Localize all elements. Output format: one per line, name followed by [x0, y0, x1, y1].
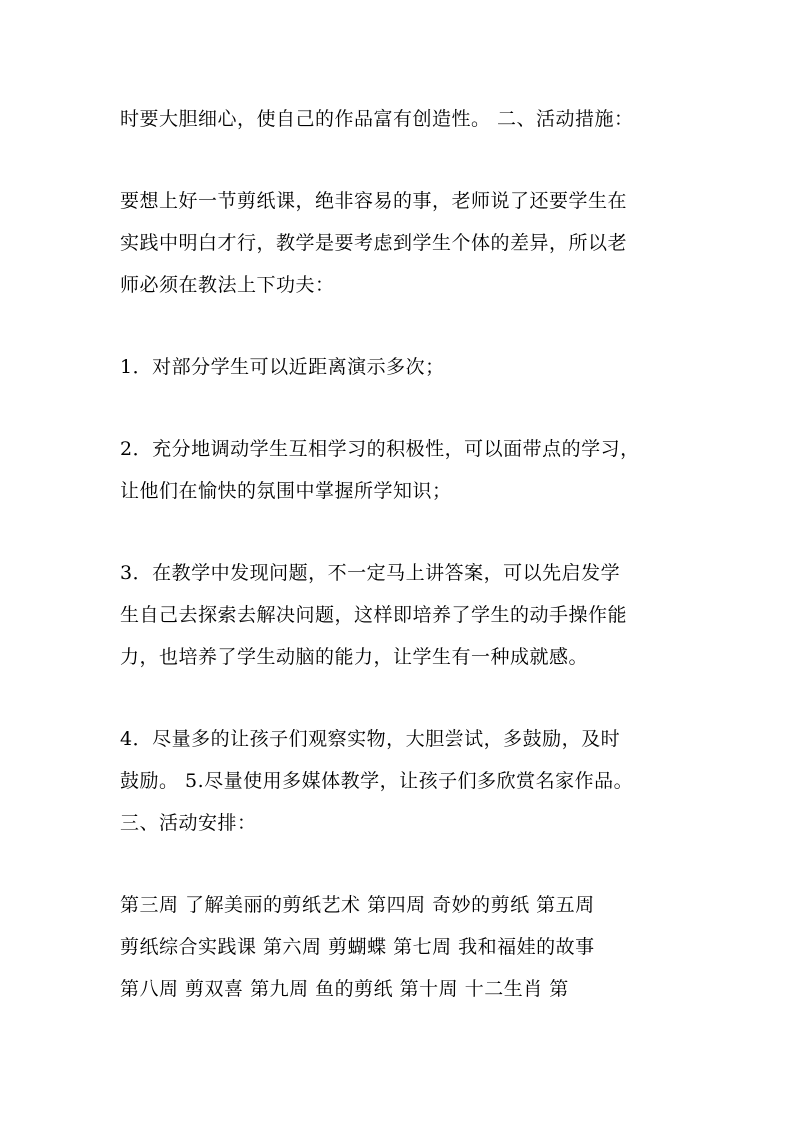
text-line: 三、活动安排：	[120, 812, 257, 834]
text-line: 要想上好一节剪纸课，绝非容易的事，老师说了还要学生在	[120, 190, 628, 212]
text-line: 4．尽量多的让孩子们观察实物，大胆尝试，多鼓励，及时	[120, 728, 621, 750]
text-line: 剪纸综合实践课 第六周 剪蝴蝶 第七周 我和福娃的故事	[120, 936, 595, 958]
text-line: 1．对部分学生可以近距离演示多次；	[120, 356, 445, 378]
text-line: 让他们在愉快的氛围中掌握所学知识；	[120, 480, 452, 502]
text-line: 鼓励。 5.尽量使用多媒体教学，让孩子们多欣赏名家作品。	[120, 770, 634, 792]
text-line: 力，也培养了学生动脑的能力，让学生有一种成就感。	[120, 646, 589, 668]
text-line: 第三周 了解美丽的剪纸艺术 第四周 奇妙的剪纸 第五周	[120, 894, 595, 916]
text-line: 3．在教学中发现问题，不一定马上讲答案，可以先启发学	[120, 562, 621, 584]
text-line: 生自己去探索去解决问题，这样即培养了学生的动手操作能	[120, 604, 628, 626]
text-line: 第八周 剪双喜 第九周 鱼的剪纸 第十周 十二生肖 第	[120, 978, 569, 1000]
text-line: 时要大胆细心，使自己的作品富有创造性。 二、活动措施：	[120, 108, 634, 130]
text-line: 师必须在教法上下功夫：	[120, 274, 335, 296]
text-line: 2．充分地调动学生互相学习的积极性，可以面带点的学习，	[120, 438, 640, 460]
text-line: 实践中明白才行，教学是要考虑到学生个体的差异，所以老	[120, 232, 628, 254]
